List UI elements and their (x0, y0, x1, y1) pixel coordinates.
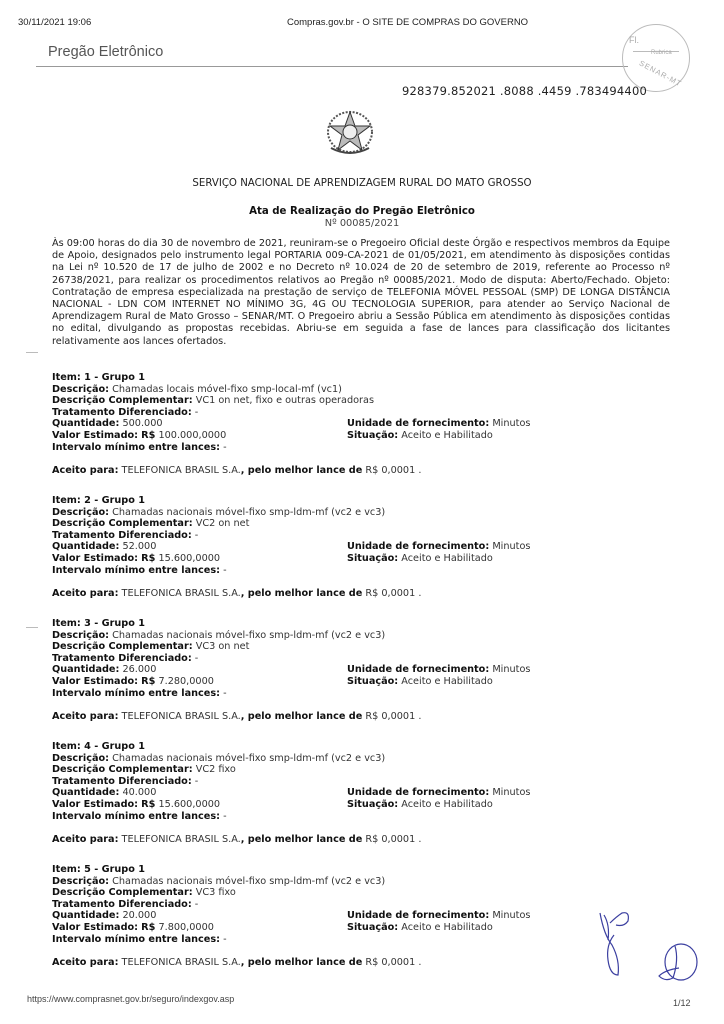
item-block (52, 864, 612, 969)
document-hash: 928379.852021 .8088 .4459 .783494400 (402, 84, 647, 98)
item-descricao-complementar: VC2 fixo (195, 764, 236, 776)
label-descricao-complementar: Descrição Complementar: (52, 518, 193, 530)
label-tratamento: Tratamento Diferenciado: (52, 775, 192, 787)
label-descricao-complementar: Descrição Complementar: (52, 764, 193, 776)
label-quantidade: Quantidade: (52, 418, 120, 430)
label-unidade: Unidade de fornecimento: (347, 418, 490, 430)
item-descricao-complementar: VC1 on net, fixo e outras operadoras (195, 395, 375, 407)
label-melhor-lance: , pelo melhor lance de (240, 834, 363, 846)
item-melhor-lance: R$ 0,0001 . (365, 957, 422, 969)
print-site-title: Compras.gov.br - O SITE DE COMPRAS DO GOVERNO (287, 17, 529, 28)
item-tratamento: - (194, 529, 199, 541)
currency-symbol: R$ (141, 798, 156, 810)
page-title: Pregão Eletrônico (48, 44, 164, 60)
label-descricao: Descrição: (52, 875, 110, 887)
item-descricao: Chamadas nacionais móvel-fixo smp-ldm-mf (vc2 e vc3) (112, 752, 386, 764)
item-descricao: Chamadas locais móvel-fixo smp-local-mf (vc1) (112, 383, 342, 395)
label-situacao: Situação: (347, 429, 399, 441)
label-descricao: Descrição: (52, 752, 110, 764)
label-quantidade: Quantidade: (52, 910, 120, 922)
item-descricao: Chamadas nacionais móvel-fixo smp-ldm-mf (vc2 e vc3) (112, 629, 386, 641)
item-descricao: Chamadas nacionais móvel-fixo smp-ldm-mf (vc2 e vc3) (112, 875, 386, 887)
item-tratamento: - (194, 775, 199, 787)
signature-1 (590, 905, 640, 985)
stamp-rubrica: Rubrica (651, 50, 672, 56)
item-melhor-lance: R$ 0,0001 . (365, 588, 422, 600)
item-intervalo: - (223, 933, 227, 945)
item-situacao: Aceito e Habilitado (401, 675, 493, 687)
label-intervalo: Intervalo mínimo entre lances: (52, 810, 220, 822)
label-unidade: Unidade de fornecimento: (347, 910, 490, 922)
label-situacao: Situação: (347, 921, 399, 933)
stamp-org: SENAR-MT (637, 58, 684, 89)
label-intervalo: Intervalo mínimo entre lances: (52, 441, 220, 453)
item-unidade: Minutos (492, 664, 531, 676)
label-melhor-lance: , pelo melhor lance de (240, 588, 363, 600)
item-quantidade: 52.000 (122, 541, 157, 553)
item-descricao-complementar: VC2 on net (195, 518, 250, 530)
currency-symbol: R$ (141, 675, 156, 687)
currency-symbol: R$ (141, 921, 156, 933)
item-heading: Item: 3 - Grupo 1 (52, 618, 145, 629)
item-block (52, 495, 612, 600)
label-intervalo: Intervalo mínimo entre lances: (52, 687, 220, 699)
label-situacao: Situação: (347, 675, 399, 687)
label-aceito-para: Aceito para: (52, 711, 119, 723)
label-aceito-para: Aceito para: (52, 588, 119, 600)
item-unidade: Minutos (492, 910, 531, 922)
item-descricao: Chamadas nacionais móvel-fixo smp-ldm-mf (vc2 e vc3) (112, 506, 386, 518)
item-fornecedor: TELEFONICA BRASIL S.A. (121, 465, 241, 477)
label-quantidade: Quantidade: (52, 664, 120, 676)
label-descricao-complementar: Descrição Complementar: (52, 641, 193, 653)
label-melhor-lance: , pelo melhor lance de (240, 711, 363, 723)
label-descricao: Descrição: (52, 506, 110, 518)
label-aceito-para: Aceito para: (52, 465, 119, 477)
item-situacao: Aceito e Habilitado (401, 429, 493, 441)
item-situacao: Aceito e Habilitado (401, 921, 493, 933)
margin-mark (26, 627, 38, 628)
label-tratamento: Tratamento Diferenciado: (52, 406, 192, 418)
item-heading: Item: 5 - Grupo 1 (52, 864, 145, 875)
item-valor-estimado: 15.600,0000 (158, 798, 221, 810)
label-intervalo: Intervalo mínimo entre lances: (52, 933, 220, 945)
item-melhor-lance: R$ 0,0001 . (365, 465, 422, 477)
item-heading: Item: 4 - Grupo 1 (52, 741, 145, 752)
item-melhor-lance: R$ 0,0001 . (365, 834, 422, 846)
item-descricao-complementar: VC3 on net (195, 641, 250, 653)
page-stamp (622, 24, 690, 92)
item-tratamento: - (194, 406, 199, 418)
label-descricao: Descrição: (52, 629, 110, 641)
item-situacao: Aceito e Habilitado (401, 552, 493, 564)
margin-mark (26, 352, 38, 353)
label-melhor-lance: , pelo melhor lance de (240, 957, 363, 969)
item-valor-estimado: 100.000,0000 (158, 429, 227, 441)
currency-symbol: R$ (141, 429, 156, 441)
currency-symbol: R$ (141, 552, 156, 564)
document-title: Ata de Realização do Pregão Eletrônico (249, 206, 475, 217)
label-descricao-complementar: Descrição Complementar: (52, 395, 193, 407)
label-quantidade: Quantidade: (52, 787, 120, 799)
label-aceito-para: Aceito para: (52, 957, 119, 969)
item-block (52, 618, 612, 723)
stamp-folio: Fl. (629, 35, 639, 45)
item-block (52, 372, 612, 477)
item-tratamento: - (194, 652, 199, 664)
label-valor-estimado: Valor Estimado: (52, 798, 139, 810)
item-heading: Item: 2 - Grupo 1 (52, 495, 145, 506)
item-tratamento: - (194, 898, 199, 910)
label-valor-estimado: Valor Estimado: (52, 921, 139, 933)
item-situacao: Aceito e Habilitado (401, 798, 493, 810)
label-unidade: Unidade de fornecimento: (347, 787, 490, 799)
item-intervalo: - (223, 441, 227, 453)
label-intervalo: Intervalo mínimo entre lances: (52, 564, 220, 576)
label-unidade: Unidade de fornecimento: (347, 664, 490, 676)
label-valor-estimado: Valor Estimado: (52, 675, 139, 687)
label-tratamento: Tratamento Diferenciado: (52, 652, 192, 664)
organization-name: SERVIÇO NACIONAL DE APRENDIZAGEM RURAL DO MATO GROSSO (192, 178, 532, 189)
item-valor-estimado: 7.280,0000 (158, 675, 214, 687)
item-fornecedor: TELEFONICA BRASIL S.A. (121, 834, 241, 846)
item-fornecedor: TELEFONICA BRASIL S.A. (121, 588, 241, 600)
label-unidade: Unidade de fornecimento: (347, 541, 490, 553)
item-descricao-complementar: VC3 fixo (195, 887, 236, 899)
item-unidade: Minutos (492, 541, 531, 553)
intro-paragraph: Às 09:00 horas do dia 30 de novembro de 2021, reuniram-se o Pregoeiro Oficial deste Órgão e respectivos membros da Equipe de Apoio, designados pelo instrumento legal PORTARIA 009-CA-2021 de 01/05/2021, em atendimento às disposições contidas na Lei nº 10.520 de 17 de julho de 2002 e no Decreto nº 10.024 de 20 de setembro de 2019, referente ao Processo nº 26738/2021, para realizar os procedimentos relativos ao Pregão nº 00085/2021. Modo de disputa: Aberto/Fechado. Objeto: Contratação de empresa especializada na prestação de serviço de TELEFONIA MÓVEL PESSOAL (SMP) DE LONGA DISTÂNCIA NACIONAL - LDN COM INTERNET NO MÍNIMO 3G, 4G OU TECNOLOGIA SUPERIOR, para atender ao Serviço Nacional de Aprendizagem Rural de Mato Grosso – SENAR/MT. O Pregoeiro abriu a Sessão Pública em atendimento às disposições contidas no edital, divulgando as propostas recebidas. Abriu-se em seguida a fase de lances para classificação dos licitantes relativamente aos lances ofertados. (52, 238, 670, 347)
item-block (52, 741, 612, 846)
item-quantidade: 40.000 (122, 787, 157, 799)
label-valor-estimado: Valor Estimado: (52, 552, 139, 564)
page-number: 1/12 (673, 998, 691, 1008)
item-fornecedor: TELEFONICA BRASIL S.A. (121, 957, 241, 969)
label-descricao: Descrição: (52, 383, 110, 395)
item-unidade: Minutos (492, 787, 531, 799)
label-tratamento: Tratamento Diferenciado: (52, 898, 192, 910)
label-quantidade: Quantidade: (52, 541, 120, 553)
item-valor-estimado: 7.800,0000 (158, 921, 214, 933)
item-quantidade: 20.000 (122, 910, 157, 922)
label-situacao: Situação: (347, 552, 399, 564)
label-aceito-para: Aceito para: (52, 834, 119, 846)
item-melhor-lance: R$ 0,0001 . (365, 711, 422, 723)
label-situacao: Situação: (347, 798, 399, 810)
label-tratamento: Tratamento Diferenciado: (52, 529, 192, 541)
document-number: Nº 00085/2021 (324, 218, 400, 229)
title-divider (36, 66, 628, 67)
item-quantidade: 26.000 (122, 664, 157, 676)
label-descricao-complementar: Descrição Complementar: (52, 887, 193, 899)
item-intervalo: - (223, 687, 227, 699)
label-melhor-lance: , pelo melhor lance de (240, 465, 363, 477)
footer-url: https://www.comprasnet.gov.br/seguro/indexgov.asp (27, 994, 235, 1004)
print-datetime: 30/11/2021 19:06 (18, 17, 92, 28)
item-valor-estimado: 15.600,0000 (158, 552, 221, 564)
label-valor-estimado: Valor Estimado: (52, 429, 139, 441)
item-intervalo: - (223, 810, 227, 822)
coat-of-arms-icon (321, 108, 379, 158)
item-unidade: Minutos (492, 418, 531, 430)
item-fornecedor: TELEFONICA BRASIL S.A. (121, 711, 241, 723)
item-quantidade: 500.000 (122, 418, 163, 430)
item-heading: Item: 1 - Grupo 1 (52, 372, 145, 383)
item-intervalo: - (223, 564, 227, 576)
signature-2 (645, 940, 705, 990)
